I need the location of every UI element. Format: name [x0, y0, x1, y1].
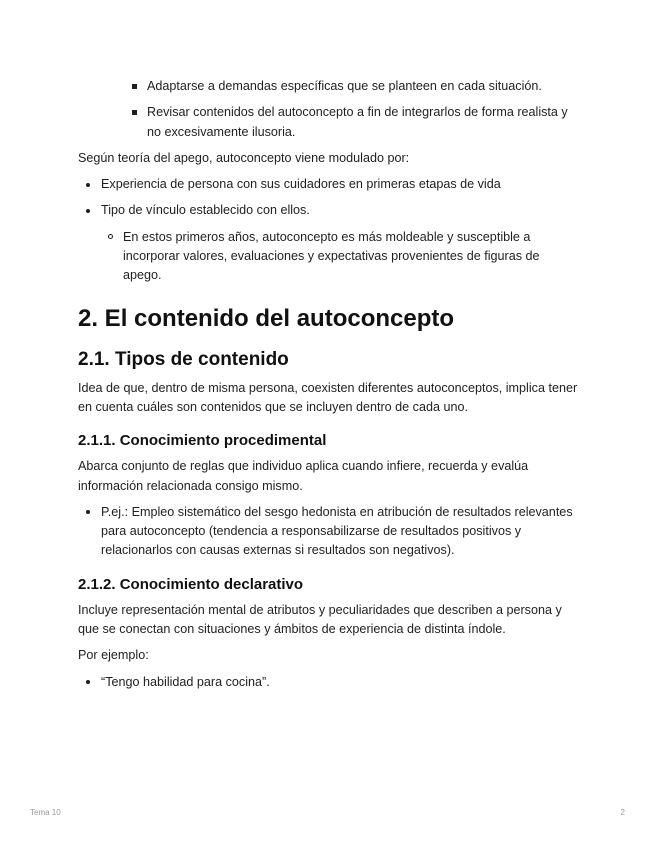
apego-list [78, 175, 578, 285]
nested-list [101, 228, 578, 286]
paragraph: Idea de que, dentro de misma persona, coexisten diferentes autoconceptos, implica tener en cuenta cuáles son contenidos que se incluyen dentro de cada uno. [78, 380, 578, 414]
subsubsection-heading: 2.1.1. Conocimiento procedimental [78, 432, 327, 450]
list-item: “Tengo habilidad para cocina”. [78, 673, 578, 692]
paragraph: Incluye representación mental de atributos y peculiaridades que describen a persona y que se conectan con situaciones y ámbitos de experiencia de distinta índole. [78, 602, 562, 637]
subsection-heading: 2.1. Tipos de contenido [78, 348, 289, 370]
example-intro: Por ejemplo: [78, 648, 149, 663]
list-item: P.ej.: Empleo sistemático del sesgo hedonista en atribución de resultados relevantes para autoconcepto (tendencia a responsabilizarse de resultados positivos y relacionarlos con causas externas si resultados son negativos). [78, 503, 578, 561]
square-bullet-list [124, 77, 578, 142]
subsubsection-heading: 2.1.2. Conocimiento declarativo [78, 575, 304, 593]
document-body [78, 77, 578, 699]
example-list [78, 673, 578, 692]
footer-topic: Tema 10 [30, 808, 61, 817]
section-heading: 2. El contenido del autoconcepto [78, 304, 455, 332]
example-list [78, 503, 578, 561]
list-item: Adaptarse a demandas específicas que se planteen en cada situación. [124, 77, 578, 96]
paragraph: Abarca conjunto de reglas que individuo aplica cuando infiere, recuerda y evalúa información relacionada consigo mismo. [78, 459, 529, 493]
list-item [78, 201, 578, 285]
list-item: Experiencia de persona con sus cuidadores en primeras etapas de vida [78, 175, 578, 194]
apego-intro: Según teoría del apego, autoconcepto viene modulado por: [78, 150, 410, 165]
page-number: 2 [620, 808, 625, 817]
list-item-text: Tipo de vínculo establecido con ellos. [101, 203, 310, 218]
list-item: En estos primeros años, autoconcepto es más moldeable y susceptible a incorporar valores, evaluaciones y expectativas provenientes de figuras de apego. [101, 228, 578, 286]
list-item: Revisar contenidos del autoconcepto a fin de integrarlos de forma realista y no excesivamente ilusoria. [124, 103, 578, 142]
